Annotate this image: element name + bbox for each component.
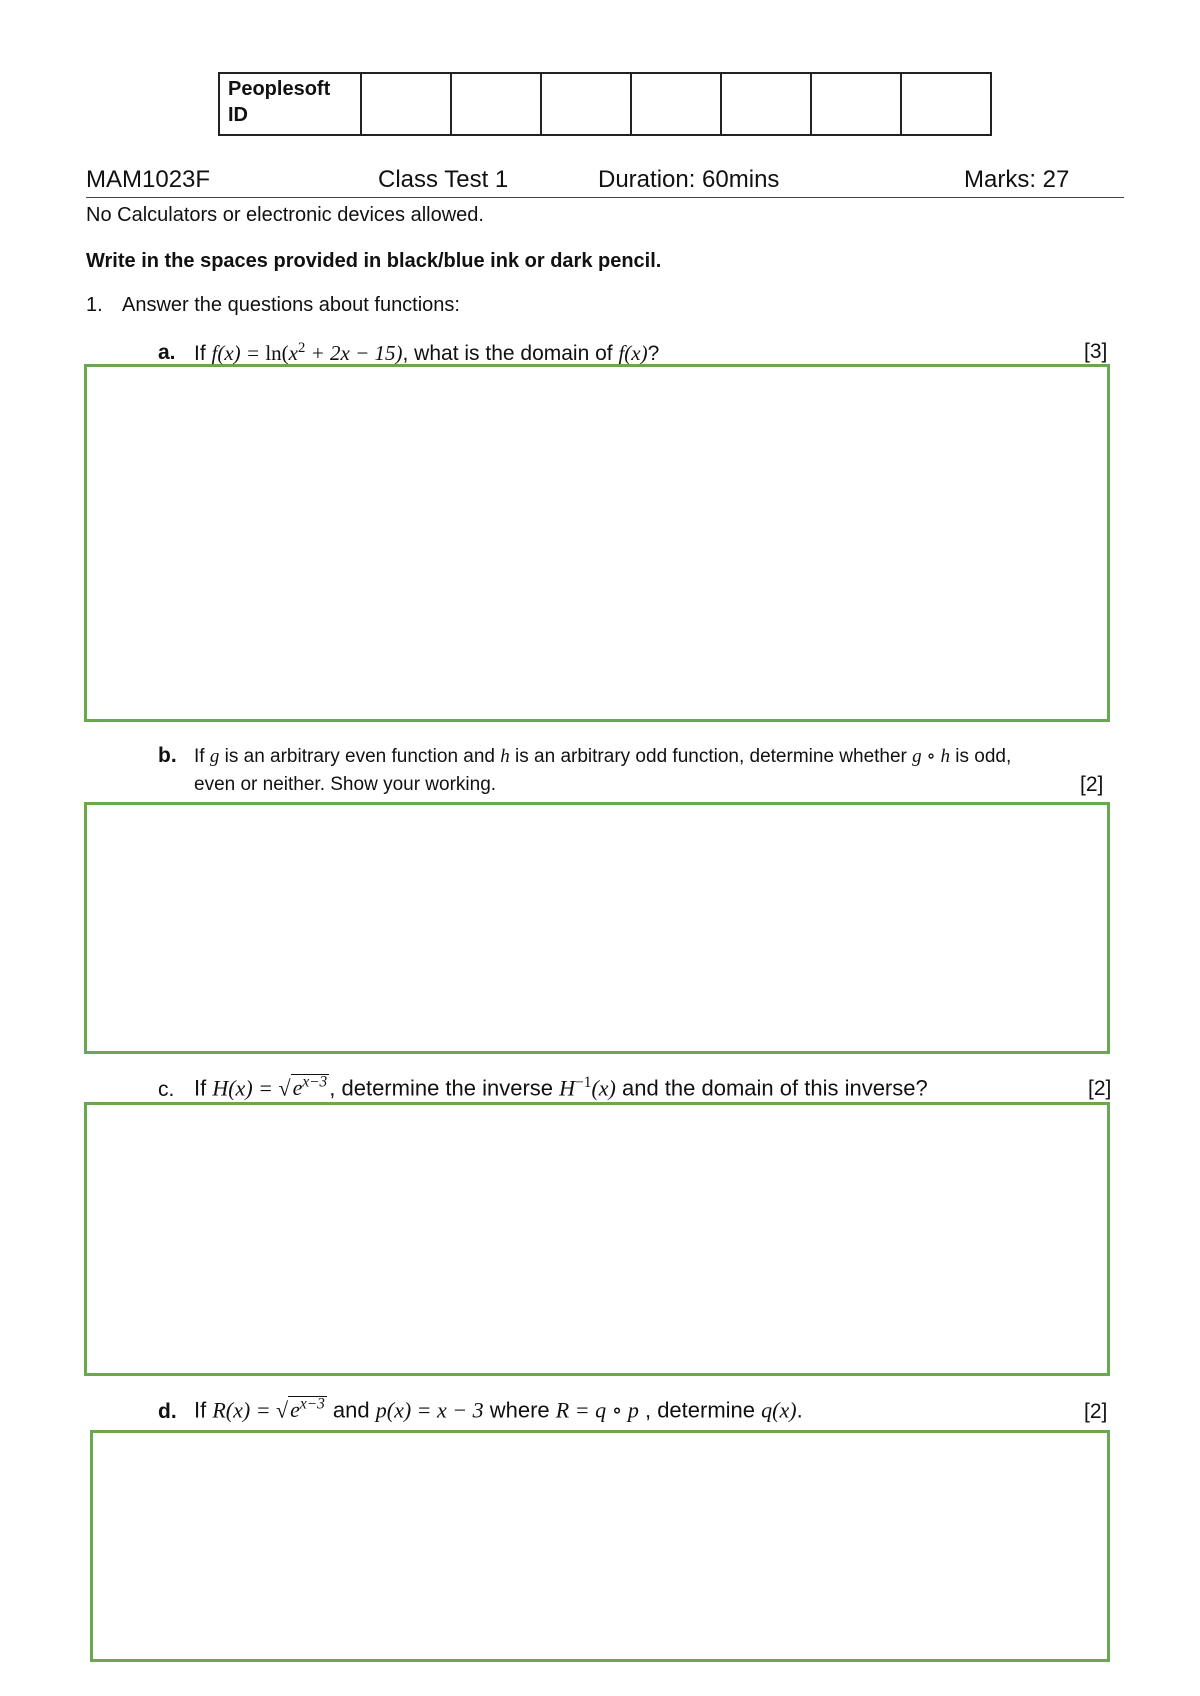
part-a-suffix: , what is the domain of [402,342,619,365]
part-d-and: and [326,1397,376,1423]
part-b-composition: g ∘ h [912,746,950,767]
test-name: Class Test 1 [378,166,509,193]
part-d-sqrt-base: e [290,1397,300,1423]
part-c-inv-base: H [559,1075,576,1101]
part-d-letter: d. [158,1400,177,1423]
part-c-letter: c. [158,1078,175,1101]
part-b-mid1: is an arbitrary even function and [219,746,501,767]
part-d-end: . [796,1397,803,1423]
part-d-marks: [2] [1084,1400,1108,1423]
writing-instructions: Write in the spaces provided in black/blue ink or dark pencil. [86,250,662,272]
part-b-question-line2: even or neither. Show your working. [194,774,497,795]
part-a-math-end: f(x) [618,341,648,365]
id-digit-cell[interactable] [721,73,811,135]
part-c-prefix: If [194,1075,213,1101]
part-d-question [194,1396,803,1423]
part-c-mid: , determine the inverse [329,1075,560,1101]
part-b-h: h [500,746,510,767]
part-b-question-line1 [194,745,1011,768]
part-d-r-def: R = q ∘ p [555,1397,639,1423]
part-b-answer-box[interactable] [84,802,1110,1054]
part-b-prefix: If [194,746,210,767]
id-digit-cell[interactable] [811,73,901,135]
part-a-math-x: (x) = [217,341,266,365]
part-b-suffix: is odd, [950,746,1012,767]
part-d-mid: , determine [638,1397,762,1423]
question-1-number: 1. [86,294,103,316]
part-c-marks: [2] [1088,1077,1112,1100]
part-a-math-ln: ln( [265,341,289,365]
part-a-marks: [3] [1084,340,1108,363]
peoplesoft-id-label [219,73,361,135]
test-duration: Duration: 60mins [598,166,780,193]
part-c-answer-box[interactable] [84,1102,1110,1376]
id-digit-cell[interactable] [541,73,631,135]
part-b-mid2: is an arbitrary odd function, determine whether [509,746,913,767]
part-b-letter: b. [158,744,177,767]
part-c-inv-exp: −1 [575,1074,592,1091]
part-c-sqrt-exp: x−3 [302,1074,328,1091]
id-label-line2: ID [228,104,248,126]
part-a-math-rest: + 2x − 15) [305,341,403,365]
part-a-prefix: If [194,342,212,365]
part-d-sqrt-exp: x−3 [299,1396,325,1413]
part-c-lhs: H(x) = [212,1075,279,1101]
part-c-radical [291,1074,330,1101]
part-a-qmark: ? [647,342,660,365]
sqrt-symbol: √ [276,1397,289,1423]
id-digit-cell[interactable] [451,73,541,135]
part-d-q: q(x) [761,1397,797,1423]
part-c-suffix: and the domain of this inverse? [615,1075,928,1101]
part-a-answer-box[interactable] [84,364,1110,722]
part-a-question [194,340,659,366]
id-digit-cell[interactable] [901,73,991,135]
peoplesoft-id-table [218,72,992,136]
part-a-math-sup: 2 [298,340,306,356]
part-d-p-def: p(x) = x − 3 [375,1397,484,1423]
part-d-answer-box[interactable] [90,1430,1110,1662]
header-divider [86,197,1124,198]
question-1-text: Answer the questions about functions: [122,294,460,316]
part-a-letter: a. [158,341,176,364]
part-d-where: where [483,1397,556,1423]
part-b-marks: [2] [1080,773,1104,796]
part-c-question [194,1074,928,1101]
course-code: MAM1023F [86,166,211,193]
part-d-radical [288,1396,327,1423]
part-c-inv-arg: (x) [591,1075,616,1101]
part-c-sqrt-base: e [292,1075,303,1101]
part-a-math-x2: x [288,341,298,365]
total-marks: Marks: 27 [964,166,1070,193]
part-d-prefix: If [194,1397,213,1423]
part-b-g: g [209,746,220,767]
part-d-lhs: R(x) = [212,1397,277,1423]
no-calculators-notice: No Calculators or electronic devices allowed. [86,204,484,226]
sqrt-symbol: √ [278,1075,291,1101]
id-label-line1: Peoplesoft [228,78,331,100]
part-a-math-f: f [211,341,218,365]
id-digit-cell[interactable] [361,73,451,135]
id-digit-cell[interactable] [631,73,721,135]
